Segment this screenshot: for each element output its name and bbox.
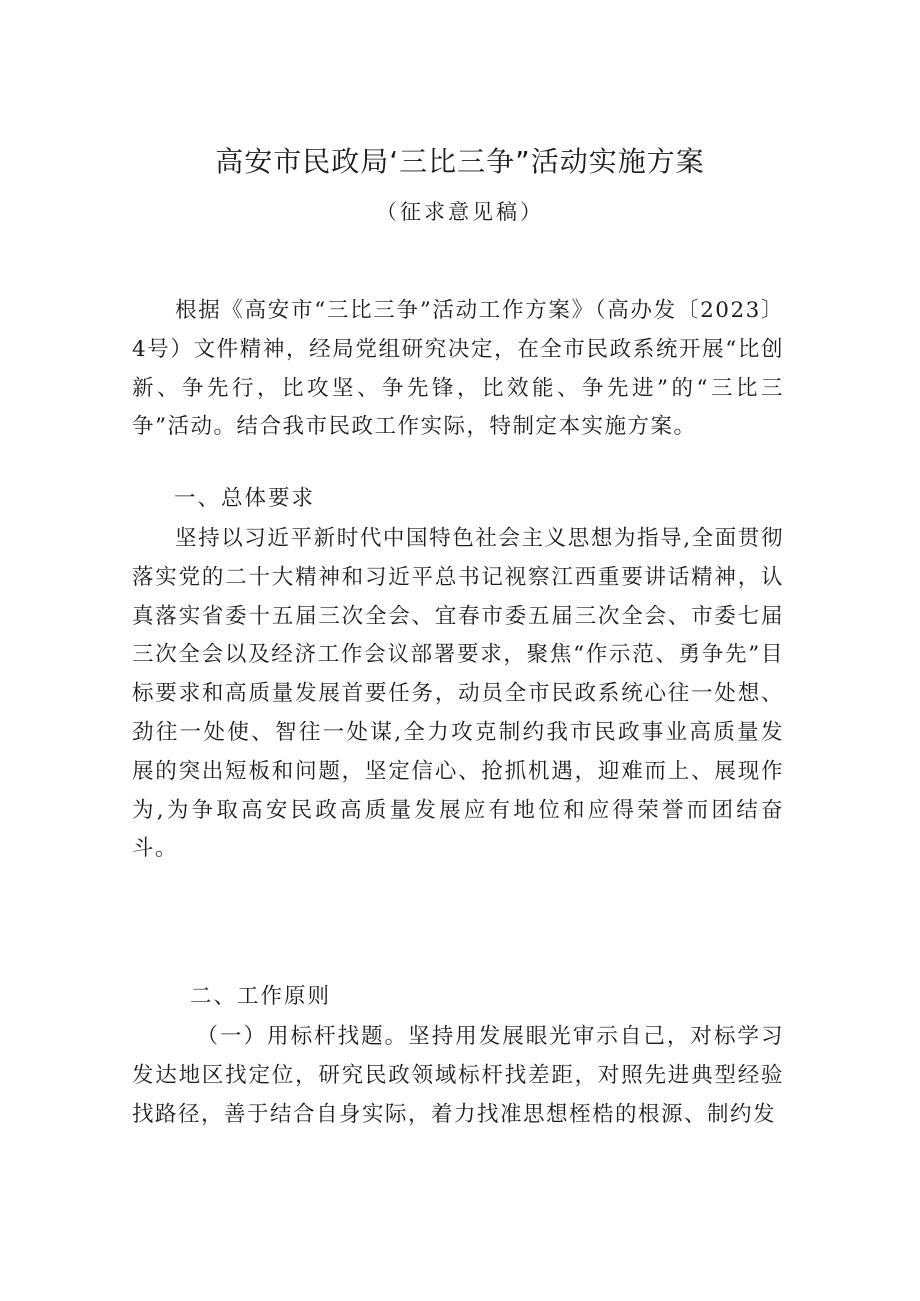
section-body-work-principles: （一）用标杆找题。坚持用发展眼光审示自己，对标学习发达地区找定位，研究民政领域标杆找差距，对照先进典型经验找路径，善于结合自身实际，着力找准思想桎梏的根源、制约发	[132, 1024, 784, 1127]
section-heading-general-requirements: 一、总体要求	[174, 486, 316, 511]
section-body-general-requirements: 坚持以习近平新时代中国特色社会主义思想为指导,全面贯彻落实党的二十大精神和习近平总书记视察江西重要讲话精神，认真落实省委十五届三次全会、宜春市委五届三次全会、市委七届三次全会以及经济工作会议部署要求，聚焦“作示范、勇争先”目标要求和高质量发展首要任务，动员全市民政系统心往一处想、劲往一处使、智往一处谋,全力攻克制约我市民政事业高质量发展的突出短板和问题，坚定信心、抢抓机遇，迎难而上、展现作为,为争取高安民政高质量发展应有地位和应得荣誉而团结奋斗。	[132, 526, 784, 862]
document-title: 高安市民政局‘三比三争”活动实施方案	[215, 145, 705, 178]
section-heading-work-principles: 二、工作原则	[190, 984, 332, 1009]
document-subtitle: （征求意见稿）	[376, 200, 544, 224]
intro-paragraph: 根据《高安市“三比三争”活动工作方案》（高办发〔2023〕4号）文件精神，经局党组研究决定，在全市民政系统开展“比创新、争先行，比攻坚、争先锋，比效能、争先进”的“三比三争”活动。结合我市民政工作实际，特制定本实施方案。	[132, 298, 784, 440]
